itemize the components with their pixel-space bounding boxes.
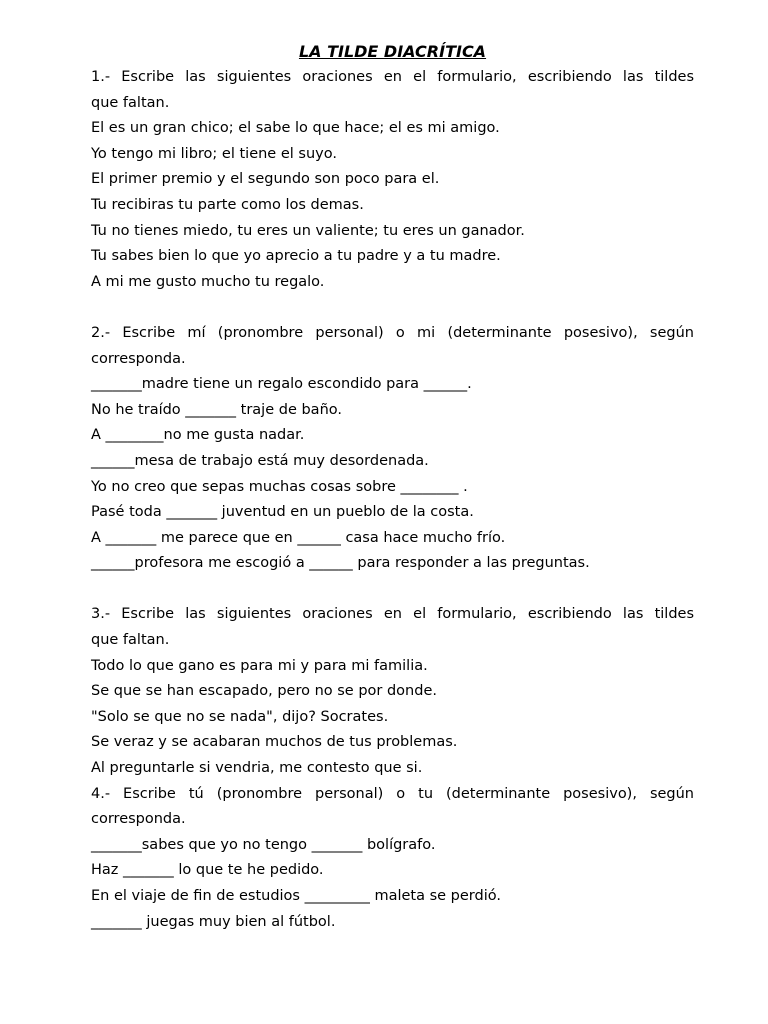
- section-4-instruction-cont: corresponda.: [91, 811, 186, 828]
- section-3-item: Al preguntarle si vendria, me contesto que si.: [91, 760, 423, 777]
- section-4-item: _______sabes que yo no tengo _______ bolígrafo.: [91, 836, 436, 853]
- section-1-item: A mi me gusto mucho tu regalo.: [91, 273, 325, 290]
- section-2-item: Pasé toda _______ juventud en un pueblo de la costa.: [91, 504, 474, 521]
- section-3-item: Se veraz y se acabaran muchos de tus problemas.: [91, 734, 458, 751]
- section-1-item: Tu recibiras tu parte como los demas.: [91, 196, 364, 213]
- spacer: [91, 295, 694, 321]
- section-2-item: A _______ me parece que en ______ casa hace mucho frío.: [91, 529, 506, 546]
- section-3-instruction-cont: que faltan.: [91, 632, 170, 649]
- section-2-item: ______mesa de trabajo está muy desordenada.: [91, 452, 429, 469]
- section-4: [91, 782, 694, 936]
- section-1-item: El primer premio y el segundo son poco para el.: [91, 171, 440, 188]
- section-2-item: A ________no me gusta nadar.: [91, 427, 305, 444]
- section-2-item: No he traído _______ traje de baño.: [91, 401, 342, 418]
- section-1-item: Yo tengo mi libro; el tiene el suyo.: [91, 145, 337, 162]
- section-4-item: Haz _______ lo que te he pedido.: [91, 862, 324, 879]
- section-2-item: _______madre tiene un regalo escondido para ______.: [91, 376, 472, 393]
- section-2-instruction: 2.- Escribe mí (pronombre personal) o mi (determinante posesivo), según: [91, 324, 694, 341]
- section-2-item: Yo no creo que sepas muchas cosas sobre ________ .: [91, 478, 468, 495]
- section-3: [91, 602, 694, 781]
- section-4-instruction: 4.- Escribe tú (pronombre personal) o tu (determinante posesivo), según: [91, 785, 694, 802]
- section-1: [91, 65, 694, 295]
- section-2-instruction-cont: corresponda.: [91, 350, 186, 367]
- section-1-instruction-cont: que faltan.: [91, 94, 170, 111]
- section-3-item: Se que se han escapado, pero no se por donde.: [91, 683, 437, 700]
- section-1-item: Tu no tienes miedo, tu eres un valiente; tu eres un ganador.: [91, 222, 525, 239]
- section-2-item: ______profesora me escogió a ______ para responder a las preguntas.: [91, 555, 590, 572]
- section-3-instruction: 3.- Escribe las siguientes oraciones en el formulario, escribiendo las tildes: [91, 606, 694, 623]
- section-4-item: En el viaje de fin de estudios _________ maleta se perdió.: [91, 888, 501, 904]
- section-4-item: _______ juegas muy bien al fútbol.: [91, 913, 336, 930]
- spacer: [91, 577, 694, 603]
- section-2: [91, 321, 694, 577]
- section-3-item: Todo lo que gano es para mi y para mi familia.: [91, 657, 428, 674]
- section-1-instruction: 1.- Escribe las siguientes oraciones en el formulario, escribiendo las tildes: [91, 69, 694, 85]
- section-3-item: "Solo se que no se nada", dijo? Socrates.: [91, 708, 389, 725]
- section-1-item: El es un gran chico; el sabe lo que hace; el es mi amigo.: [91, 120, 500, 137]
- worksheet-page: [91, 39, 694, 935]
- page-title: LA TILDE DIACRÍTICA: [298, 42, 487, 61]
- section-1-item: Tu sabes bien lo que yo aprecio a tu padre y a tu madre.: [91, 248, 501, 265]
